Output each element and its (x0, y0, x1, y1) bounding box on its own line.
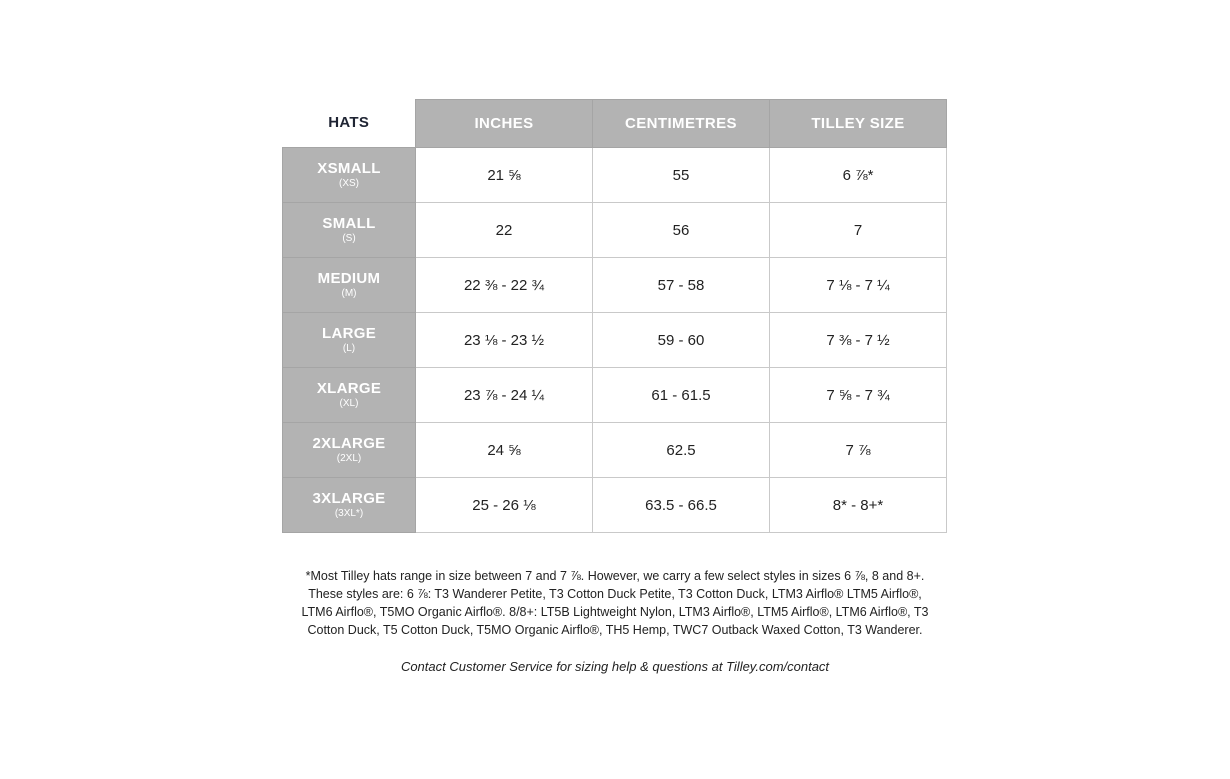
inches-cell: 21 ⅝ (416, 148, 593, 203)
tilley-size-cell: 7 ⅞ (770, 423, 947, 478)
table-row (283, 423, 947, 478)
centimetres-cell: 59 - 60 (593, 313, 770, 368)
row-header-3xlarge (283, 478, 416, 533)
footnote-line: LTM6 Airflo®, T5MO Organic Airflo®. 8/8+: LT5B Lightweight Nylon, LTM3 Airflo®, LTM5 Airflo®, LTM6 Airflo®, T3 (301, 605, 929, 619)
centimetres-cell: 62.5 (593, 423, 770, 478)
contact-note: Contact Customer Service for sizing help & questions at Tilley.com/contact (400, 659, 830, 674)
column-header-inches: INCHES (416, 100, 593, 148)
tilley-size-cell: 8* - 8+* (770, 478, 947, 533)
size-name: XSMALL (317, 159, 381, 177)
size-abbr: (S) (342, 232, 356, 244)
header-row (283, 100, 947, 148)
size-name: 3XLARGE (312, 489, 386, 507)
table-row (283, 258, 947, 313)
row-header-xsmall (283, 148, 416, 203)
table-row (283, 203, 947, 258)
hat-size-table (282, 99, 947, 533)
centimetres-cell: 57 - 58 (593, 258, 770, 313)
table-row (283, 313, 947, 368)
size-abbr: (2XL) (336, 452, 362, 464)
footnote-line: These styles are: 6 ⅞: T3 Wanderer Petite, T3 Cotton Duck Petite, T3 Cotton Duck, LTM3 Airflo® LTM5 Airflo®, (308, 587, 922, 601)
size-name: 2XLARGE (312, 434, 386, 452)
tilley-size-cell: 7 ⅛ - 7 ¼ (770, 258, 947, 313)
sizing-footnote (270, 567, 960, 639)
footnote-line: *Most Tilley hats range in size between 7 and 7 ⅞. However, we carry a few select styles in sizes 6 ⅞, 8 and 8+. (305, 569, 925, 583)
tilley-size-cell: 7 ⅜ - 7 ½ (770, 313, 947, 368)
row-header-small (283, 203, 416, 258)
inches-cell: 23 ⅛ - 23 ½ (416, 313, 593, 368)
size-name: MEDIUM (317, 269, 381, 287)
size-abbr: (3XL*) (334, 507, 364, 519)
centimetres-cell: 61 - 61.5 (593, 368, 770, 423)
inches-cell: 22 ⅜ - 22 ¾ (416, 258, 593, 313)
tilley-size-cell: 7 (770, 203, 947, 258)
size-name: XLARGE (316, 379, 382, 397)
inches-cell: 23 ⅞ - 24 ¼ (416, 368, 593, 423)
size-name: LARGE (322, 324, 376, 342)
size-abbr: (XL) (339, 397, 359, 409)
size-abbr: (M) (341, 287, 357, 299)
size-abbr: (L) (342, 342, 356, 354)
row-header-2xlarge (283, 423, 416, 478)
table-row (283, 478, 947, 533)
size-abbr: (XS) (339, 177, 359, 189)
centimetres-cell: 56 (593, 203, 770, 258)
footnote-line: Cotton Duck, T5 Cotton Duck, T5MO Organic Airflo®, TH5 Hemp, TWC7 Outback Waxed Cotton, T3 Wanderer. (307, 623, 923, 637)
size-name: SMALL (322, 214, 376, 232)
inches-cell: 25 - 26 ⅛ (416, 478, 593, 533)
tilley-size-cell: 6 ⅞* (770, 148, 947, 203)
column-header-centimetres: CENTIMETRES (593, 100, 770, 148)
hats-label: HATS (283, 100, 416, 148)
centimetres-cell: 55 (593, 148, 770, 203)
table-row (283, 148, 947, 203)
table-row (283, 368, 947, 423)
column-header-tilley-size: TILLEY SIZE (770, 100, 947, 148)
row-header-xlarge (283, 368, 416, 423)
row-header-medium (283, 258, 416, 313)
inches-cell: 22 (416, 203, 593, 258)
centimetres-cell: 63.5 - 66.5 (593, 478, 770, 533)
inches-cell: 24 ⅝ (416, 423, 593, 478)
row-header-large (283, 313, 416, 368)
tilley-size-cell: 7 ⅝ - 7 ¾ (770, 368, 947, 423)
